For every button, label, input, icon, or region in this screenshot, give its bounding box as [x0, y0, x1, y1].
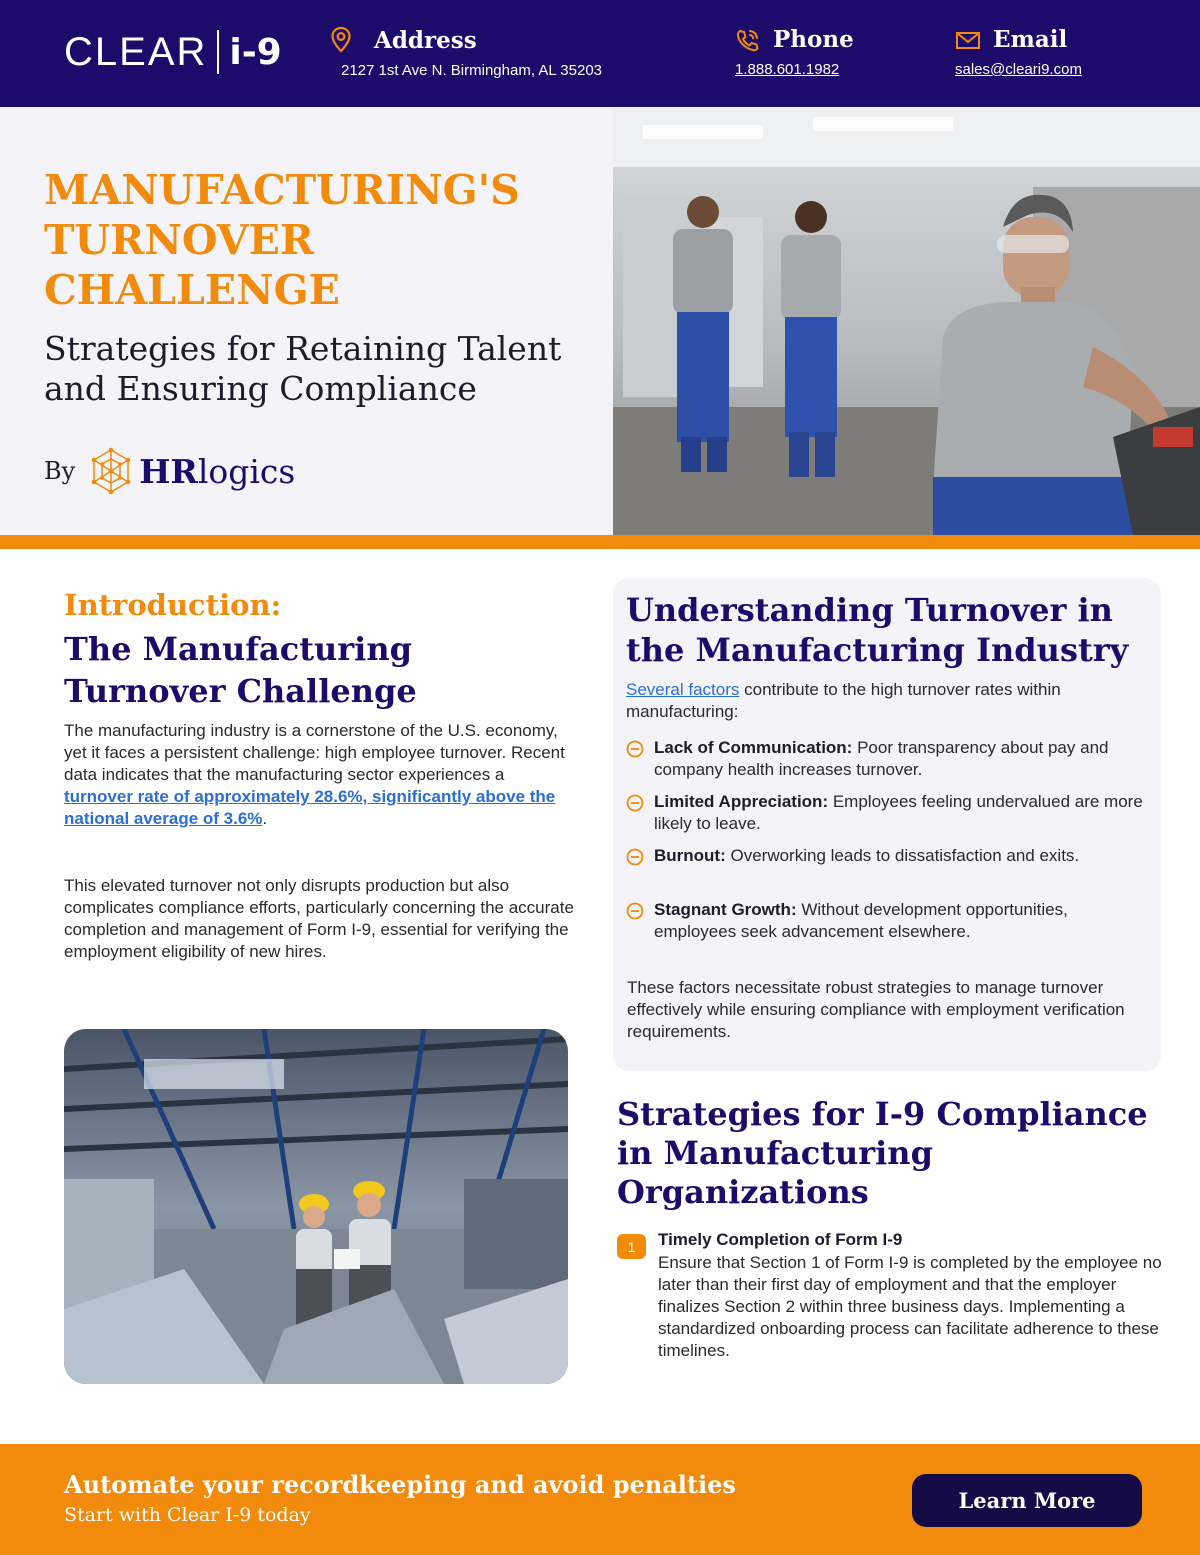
- envelope-icon: [955, 30, 981, 50]
- understanding-closing: These factors necessitate robust strategies to manage turnover effectively while ensuring compliance with employment verification requirements.: [627, 978, 1125, 1041]
- footer-subline: Start with Clear I-9 today: [64, 1504, 311, 1526]
- footer-cta-banner: [0, 1444, 1200, 1555]
- email-block: [955, 26, 1082, 78]
- strategies-title-line: Strategies for I-9 Compliance: [617, 1095, 1148, 1133]
- address-label: Address: [374, 26, 477, 54]
- factor-label: Lack of Communication:: [654, 738, 853, 757]
- factor-label: Burnout:: [654, 846, 726, 865]
- phone-icon: [735, 28, 761, 52]
- by-label: By: [44, 457, 76, 485]
- strategies-title-line: in Manufacturing: [617, 1134, 933, 1172]
- understanding-lead: [626, 679, 1151, 723]
- hero-photo-factory-worker: [613, 107, 1200, 535]
- step-body: Ensure that Section 1 of Form I-9 is completed by the employee no later than their first day of employment and that the employer finalizes Section 2 within three business days. Implementing a standardized onboarding process can facilitate adherence to these timelines.: [658, 1253, 1162, 1360]
- phone-block: [735, 26, 854, 78]
- hero-title: [44, 165, 604, 315]
- footer-headline: Automate your recordkeeping and avoid penalties: [64, 1470, 736, 1499]
- strategies-title-line: Organizations: [617, 1173, 869, 1211]
- brand-rest: logics: [197, 451, 296, 491]
- turnover-rate-link[interactable]: turnover rate of approximately 28.6%, significantly above the national average of 3.6%: [64, 787, 556, 828]
- top-header: [0, 0, 1200, 107]
- factor-text: Overworking leads to dissatisfaction and exits.: [725, 846, 1080, 865]
- factor-text: Employees feeling undervalued are more likely to leave.: [654, 792, 1143, 833]
- hero-section: [0, 107, 1200, 535]
- step-number-badge: 1: [617, 1234, 646, 1259]
- brand-bold: HR: [139, 451, 198, 491]
- address-block: [330, 26, 602, 79]
- intro-paragraph-1: [64, 720, 574, 830]
- email-label: Email: [993, 26, 1068, 53]
- minus-circle-icon: [626, 794, 644, 812]
- intro-kicker: Introduction:: [64, 588, 282, 622]
- intro-title-line: Turnover Challenge: [64, 672, 417, 710]
- phone-link[interactable]: 1.888.601.1982: [735, 61, 840, 78]
- intro-title: [64, 628, 584, 712]
- logo-word: CLEAR: [64, 29, 208, 74]
- email-link[interactable]: sales@cleari9.com: [955, 61, 1082, 78]
- address-value: 2127 1st Ave N. Birmingham, AL 35203: [341, 62, 602, 79]
- orange-divider-bar: [0, 535, 1200, 549]
- understanding-title: [626, 590, 1156, 670]
- factor-label: Limited Appreciation:: [654, 792, 829, 811]
- hero-title-line: CHALLENGE: [44, 266, 340, 314]
- intro-text: .: [262, 809, 268, 828]
- warehouse-photo: [64, 1029, 568, 1384]
- hero-subtitle-line: Strategies for Retaining Talent: [44, 329, 562, 368]
- factor-text: Poor transparency about pay and company health increases turnover.: [654, 738, 1109, 779]
- location-pin-icon: [330, 26, 352, 54]
- factor-item: [626, 791, 1151, 835]
- several-factors-link[interactable]: Several factors: [626, 680, 740, 699]
- understanding-title-line: the Manufacturing Industry: [626, 631, 1129, 669]
- intro-paragraph-2: This elevated turnover not only disrupts production but also complicates compliance efforts, particularly concerning the accurate completion and management of Form I-9, essential for verifying the employment eligibility of new hires.: [64, 876, 574, 961]
- minus-circle-icon: [626, 848, 644, 866]
- factor-item: [626, 899, 1151, 943]
- warehouse-workers-illustration: [64, 1029, 568, 1384]
- hero-title-line: MANUFACTURING'S: [44, 166, 520, 214]
- hero-title-line: TURNOVER: [44, 216, 314, 264]
- minus-circle-icon: [626, 740, 644, 758]
- hrlogics-hex-icon: [89, 447, 133, 495]
- strategies-title: [617, 1095, 1177, 1212]
- learn-more-button[interactable]: Learn More: [912, 1474, 1142, 1527]
- byline: [44, 447, 295, 495]
- minus-circle-icon: [626, 902, 644, 920]
- clear-i9-logo[interactable]: [64, 28, 282, 76]
- logo-divider: [217, 30, 219, 74]
- factor-item: [626, 845, 1151, 872]
- hero-subtitle-line: and Ensuring Compliance: [44, 369, 477, 408]
- hrlogics-logo: [139, 452, 295, 491]
- intro-title-line: The Manufacturing: [64, 630, 412, 668]
- intro-text: The manufacturing industry is a cornerstone of the U.S. economy, yet it faces a persistent challenge: high employee turnover. Recent data indicates that the manufacturing sector experiences a: [64, 721, 565, 784]
- understanding-title-line: Understanding Turnover in: [626, 591, 1113, 629]
- logo-mark: i-9: [229, 31, 282, 73]
- hero-subtitle: [44, 329, 604, 409]
- factor-text: Without development opportunities, employees seek advancement elsewhere.: [654, 900, 1068, 941]
- factor-item: [626, 737, 1151, 781]
- understanding-card: [613, 578, 1161, 1071]
- factory-worker-illustration: [613, 107, 1200, 535]
- factor-label: Stagnant Growth:: [654, 900, 797, 919]
- step-title: Timely Completion of Form I-9: [658, 1230, 903, 1249]
- phone-label: Phone: [773, 26, 854, 53]
- lead-text: contribute to the high turnover rates within manufacturing:: [626, 680, 1061, 721]
